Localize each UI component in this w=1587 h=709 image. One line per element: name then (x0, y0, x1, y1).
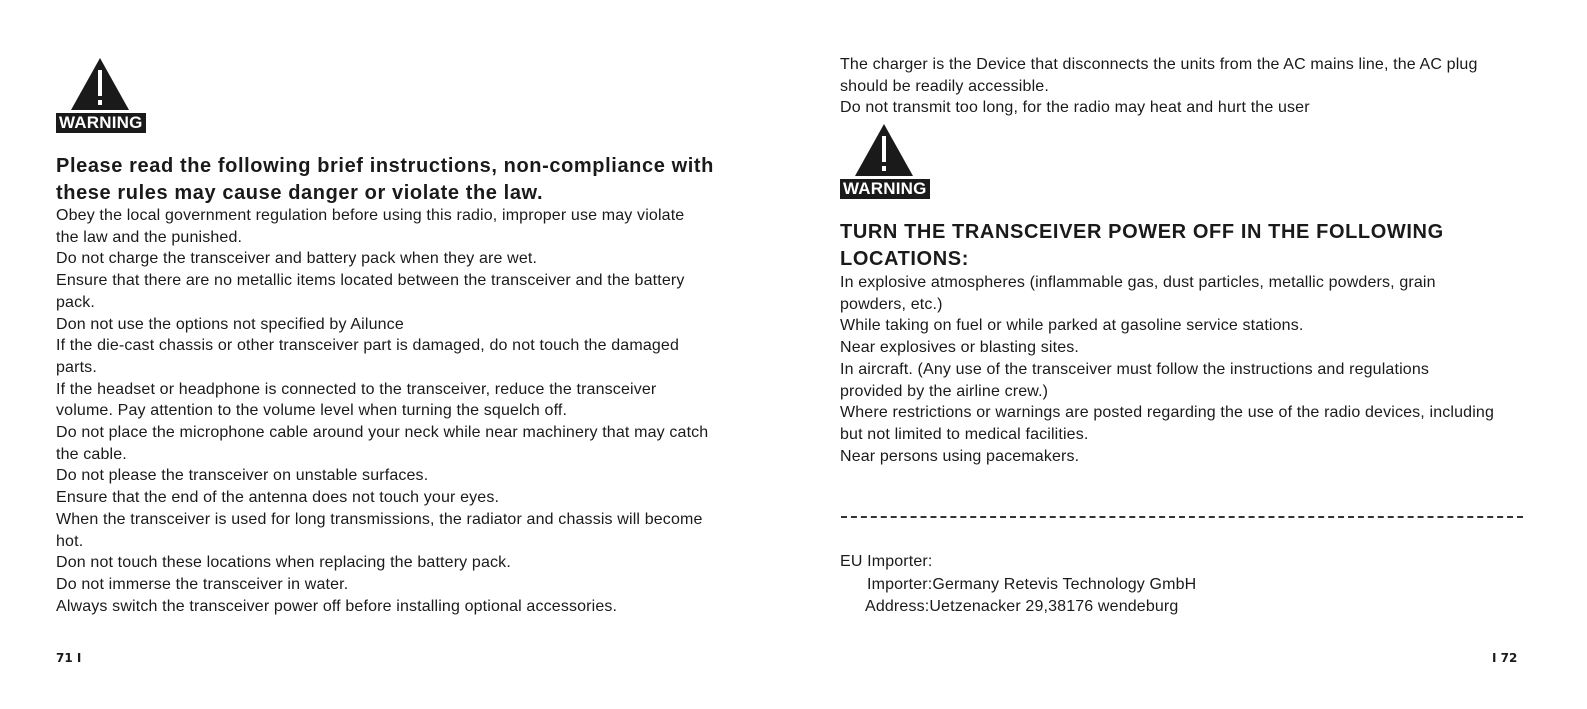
text-line: Do not please the transceiver on unstable surfaces. (56, 467, 429, 485)
text-line: the law and the punished. (56, 228, 243, 246)
warning-label: WARNING (840, 179, 930, 199)
page-number: 71 I (56, 651, 82, 665)
text-line: While taking on fuel or while parked at gasoline service stations. (840, 317, 1304, 335)
text-line: provided by the airline crew.) (840, 382, 1049, 400)
heading-line: these rules may cause danger or violate the law. (56, 182, 544, 204)
left-body (56, 205, 708, 617)
text-line: Ensure that the end of the antenna does not touch your eyes. (56, 489, 500, 507)
text-line: Ensure that there are no metallic items located between the transceiver and the battery (56, 272, 685, 290)
left-heading (56, 153, 714, 207)
text-line: parts. (56, 358, 97, 376)
text-line: Where restrictions or warnings are posted regarding the use of the radio devices, including (840, 404, 1494, 422)
warning-block (840, 123, 930, 199)
text-line: The charger is the Device that disconnects the units from the AC mains line, the AC plug (840, 56, 1478, 73)
right-body (840, 272, 1494, 467)
text-line: In explosive atmospheres (inflammable gas, dust particles, metallic powders, grain (840, 274, 1436, 291)
right-intro (840, 54, 1478, 119)
text-line: Do not immerse the transceiver in water. (56, 575, 349, 593)
text-line: Do not charge the transceiver and battery pack when they are wet. (56, 250, 538, 268)
right-heading (840, 219, 1444, 273)
heading-line: TURN THE TRANSCEIVER POWER OFF IN THE FOLLOWING (840, 221, 1444, 243)
importer-name: Importer:Germany Retevis Technology GmbH (867, 575, 1197, 593)
text-line: hot. (56, 532, 84, 550)
text-line: Near persons using pacemakers. (840, 447, 1080, 465)
text-line: the cable. (56, 445, 127, 463)
text-line: volume. Pay attention to the volume level when turning the squelch off. (56, 402, 568, 420)
text-line: pack. (56, 293, 95, 311)
importer-address: Address:Uetzenacker 29,38176 wendeburg (865, 598, 1179, 615)
text-line: Always switch the transceiver power off before installing optional accessories. (56, 597, 618, 615)
warning-block (56, 57, 146, 133)
right-page (794, 0, 1587, 709)
warning-triangle-icon (70, 57, 130, 111)
text-line: but not limited to medical facilities. (840, 425, 1089, 443)
text-line: Do not place the microphone cable around your neck while near machinery that may catch (56, 424, 709, 442)
text-line: powders, etc.) (840, 295, 943, 313)
text-line: Near explosives or blasting sites. (840, 339, 1079, 357)
text-line: Obey the local government regulation before using this radio, improper use may violate (56, 207, 685, 224)
page-number: I 72 (1492, 651, 1518, 665)
heading-line: LOCATIONS: (840, 248, 969, 270)
warning-triangle-icon (854, 123, 914, 177)
text-line: If the die-cast chassis or other transceiver part is damaged, do not touch the damaged (56, 337, 680, 355)
heading-line: Please read the following brief instructions, non-compliance with (56, 155, 714, 177)
text-line: When the transceiver is used for long transmissions, the radiator and chassis will become (56, 510, 703, 528)
text-line: Don not use the options not specified by Ailunce (56, 315, 404, 333)
text-line: In aircraft. (Any use of the transceiver must follow the instructions and regulations (840, 360, 1430, 378)
text-line: Don not touch these locations when replacing the battery pack. (56, 554, 511, 572)
eu-importer-block (840, 551, 1196, 619)
text-line: If the headset or headphone is connected to the transceiver, reduce the transceiver (56, 380, 657, 398)
dashed-divider (841, 516, 1523, 518)
text-line: Do not transmit too long, for the radio may heat and hurt the user (840, 99, 1310, 117)
warning-label: WARNING (56, 113, 146, 133)
text-line: should be readily accessible. (840, 77, 1049, 95)
eu-importer-label: EU Importer: (840, 553, 933, 570)
